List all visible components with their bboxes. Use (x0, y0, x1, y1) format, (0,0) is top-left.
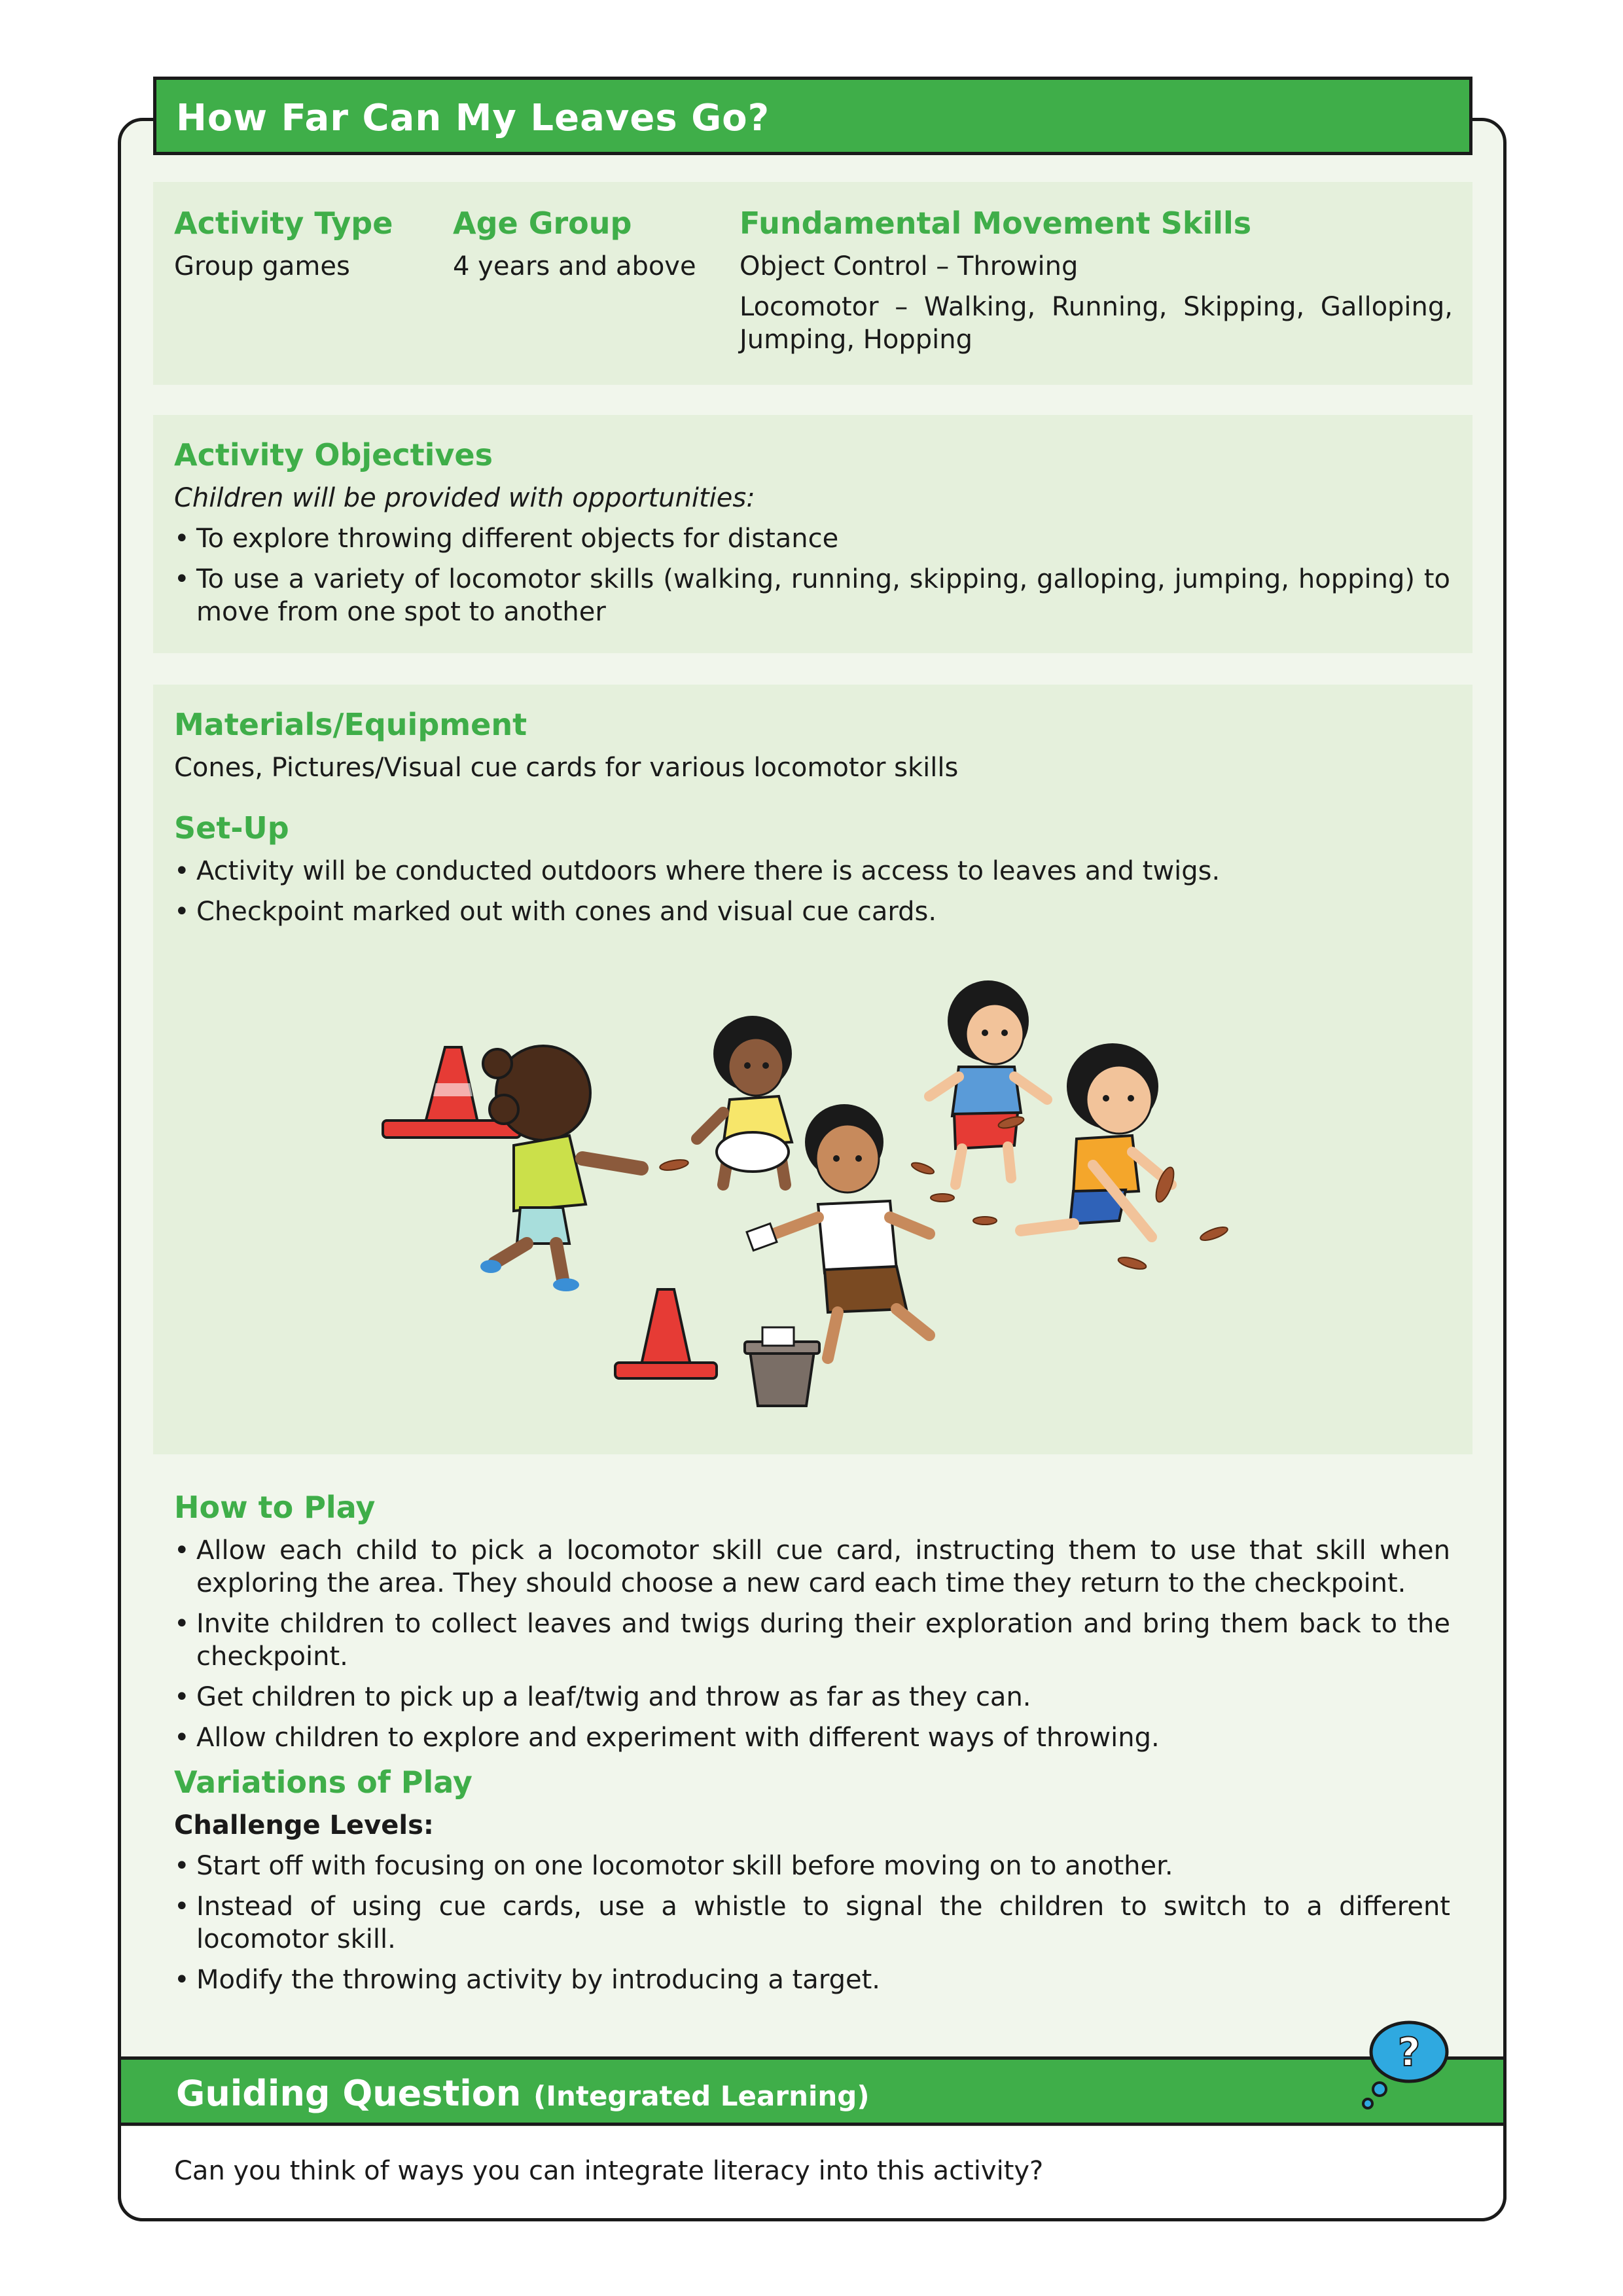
list-item: • Get children to pick up a leaf/twig and throw as far as they can. (174, 1681, 1450, 1713)
challenge-levels-label: Challenge Levels: (174, 1810, 434, 1840)
materials-heading: Materials/Equipment (174, 707, 527, 742)
question-bubble-icon (1353, 2016, 1452, 2114)
children-playing-illustration (366, 969, 1270, 1427)
child-figure (697, 1016, 792, 1185)
guiding-question-subtitle: (Integrated Learning) (533, 2080, 870, 2112)
guiding-question-label: Guiding Question (176, 2073, 522, 2114)
guiding-question-title (176, 2073, 870, 2114)
fms-object-control: Object Control – Throwing (740, 251, 1079, 281)
age-group-value: 4 years and above (453, 251, 696, 281)
fms-locomotor: Locomotor – Walking, Running, Skipping, Galloping, Jumping, Hopping (740, 292, 1453, 355)
activity-type-label: Activity Type (174, 206, 393, 241)
list-item: • Instead of using cue cards, use a whistle to signal the children to switch to a different locomotor skill. (174, 1890, 1450, 1956)
objectives-heading: Activity Objectives (174, 437, 493, 473)
child-figure (480, 1046, 641, 1291)
bucket-icon (745, 1327, 819, 1406)
fms-label: Fundamental Movement Skills (740, 206, 1252, 241)
activity-type-value: Group games (174, 251, 350, 281)
setup-list (174, 855, 1450, 936)
list-item: • Allow children to explore and experiment with different ways of throwing. (174, 1721, 1450, 1754)
title-banner (153, 77, 1472, 155)
how-to-play-heading: How to Play (174, 1490, 376, 1525)
variations-list (174, 1850, 1450, 2004)
list-item: • Checkpoint marked out with cones and visual cue cards. (174, 895, 1450, 928)
child-figure (1021, 1043, 1171, 1237)
svg-text:?: ? (1397, 2030, 1421, 2075)
guiding-question-band (118, 2056, 1507, 2126)
list-item: • To explore throwing different objects for distance (174, 522, 1450, 555)
variations-heading: Variations of Play (174, 1765, 473, 1800)
objectives-list (174, 522, 1450, 636)
list-item: • Modify the throwing activity by introducing a target. (174, 1964, 1450, 1996)
page-title: How Far Can My Leaves Go? (176, 97, 770, 139)
list-item: • Allow each child to pick a locomotor skill cue card, instructing them to use that skill when exploring the area. They should choose a new card each time they return to the checkpoint. (174, 1534, 1450, 1600)
list-item: • Invite children to collect leaves and twigs during their exploration and bring them back to the checkpoint. (174, 1607, 1450, 1673)
child-figure (929, 980, 1047, 1185)
list-item: • Activity will be conducted outdoors where there is access to leaves and twigs. (174, 855, 1450, 888)
objectives-intro: Children will be provided with opportunities: (174, 483, 755, 513)
age-group-label: Age Group (453, 206, 632, 241)
materials-text: Cones, Pictures/Visual cue cards for various locomotor skills (174, 753, 959, 783)
setup-heading: Set-Up (174, 810, 289, 846)
guiding-question-text: Can you think of ways you can integrate literacy into this activity? (174, 2156, 1044, 2186)
list-item: • Start off with focusing on one locomotor skill before moving on to another. (174, 1850, 1450, 1882)
list-item: • To use a variety of locomotor skills (walking, running, skipping, galloping, jumping, hopping) to move from one spot to another (174, 563, 1450, 628)
how-to-play-list (174, 1534, 1450, 1762)
cone-icon (615, 1289, 717, 1378)
